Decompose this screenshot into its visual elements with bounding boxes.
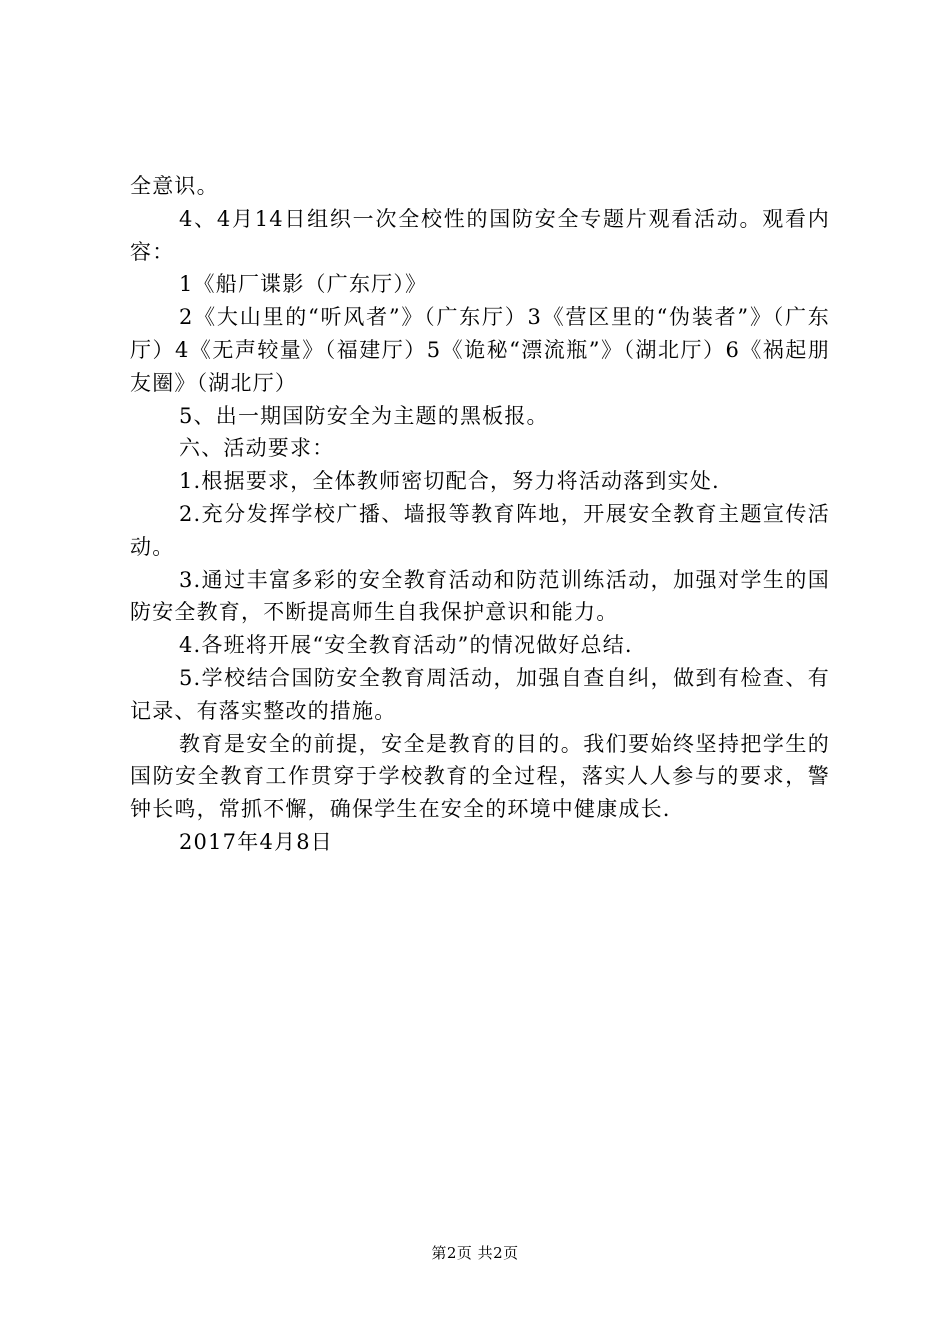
document-body (130, 170, 830, 859)
section-heading-requirements: 六、活动要求： (179, 436, 335, 461)
requirement-2: 2.充分发挥学校广播、墙报等教育阵地，开展安全教育主题宣传活动。 (130, 501, 830, 559)
paragraph-item-4: 4、4月14日组织一次全校性的国防安全专题片观看活动。观看内容： (130, 206, 830, 264)
document-date: 2017年4月8日 (179, 829, 333, 854)
requirement-4: 4.各班将开展“安全教育活动”的情况做好总结. (179, 633, 633, 658)
requirement-1: 1.根据要求，全体教师密切配合，努力将活动落到实处. (179, 469, 720, 494)
requirement-5: 5.学校结合国防安全教育周活动，加强自查自纠，做到有检查、有记录、有落实整改的措施。 (130, 665, 830, 723)
closing-paragraph: 教育是安全的前提，安全是教育的目的。我们要始终坚持把学生的国防安全教育工作贯穿于学校教育的全过程，落实人人参与的要求，警钟长鸣，常抓不懈，确保学生在安全的环境中健康成长. (130, 731, 830, 822)
page-footer (0, 1243, 950, 1263)
paragraph-film-list: 2《大山里的“听风者”》（广东厅）3《营区里的“伪装者”》（广东厅）4《无声较量》（福建厅）5《诡秘“漂流瓶”》（湖北厅）6《祸起朋友圈》（湖北厅） (130, 305, 830, 395)
page-number-label: 第2页 共2页 (431, 1244, 519, 1262)
paragraph-item-5: 5、出一期国防安全为主题的黑板报。 (179, 403, 549, 428)
requirement-3: 3.通过丰富多彩的安全教育活动和防范训练活动，加强对学生的国防安全教育，不断提高师生自我保护意识和能力。 (130, 567, 830, 625)
paragraph-continuation: 全意识。 (130, 174, 219, 198)
paragraph-film-1: 1《船厂谍影（广东厅）》 (179, 272, 428, 297)
